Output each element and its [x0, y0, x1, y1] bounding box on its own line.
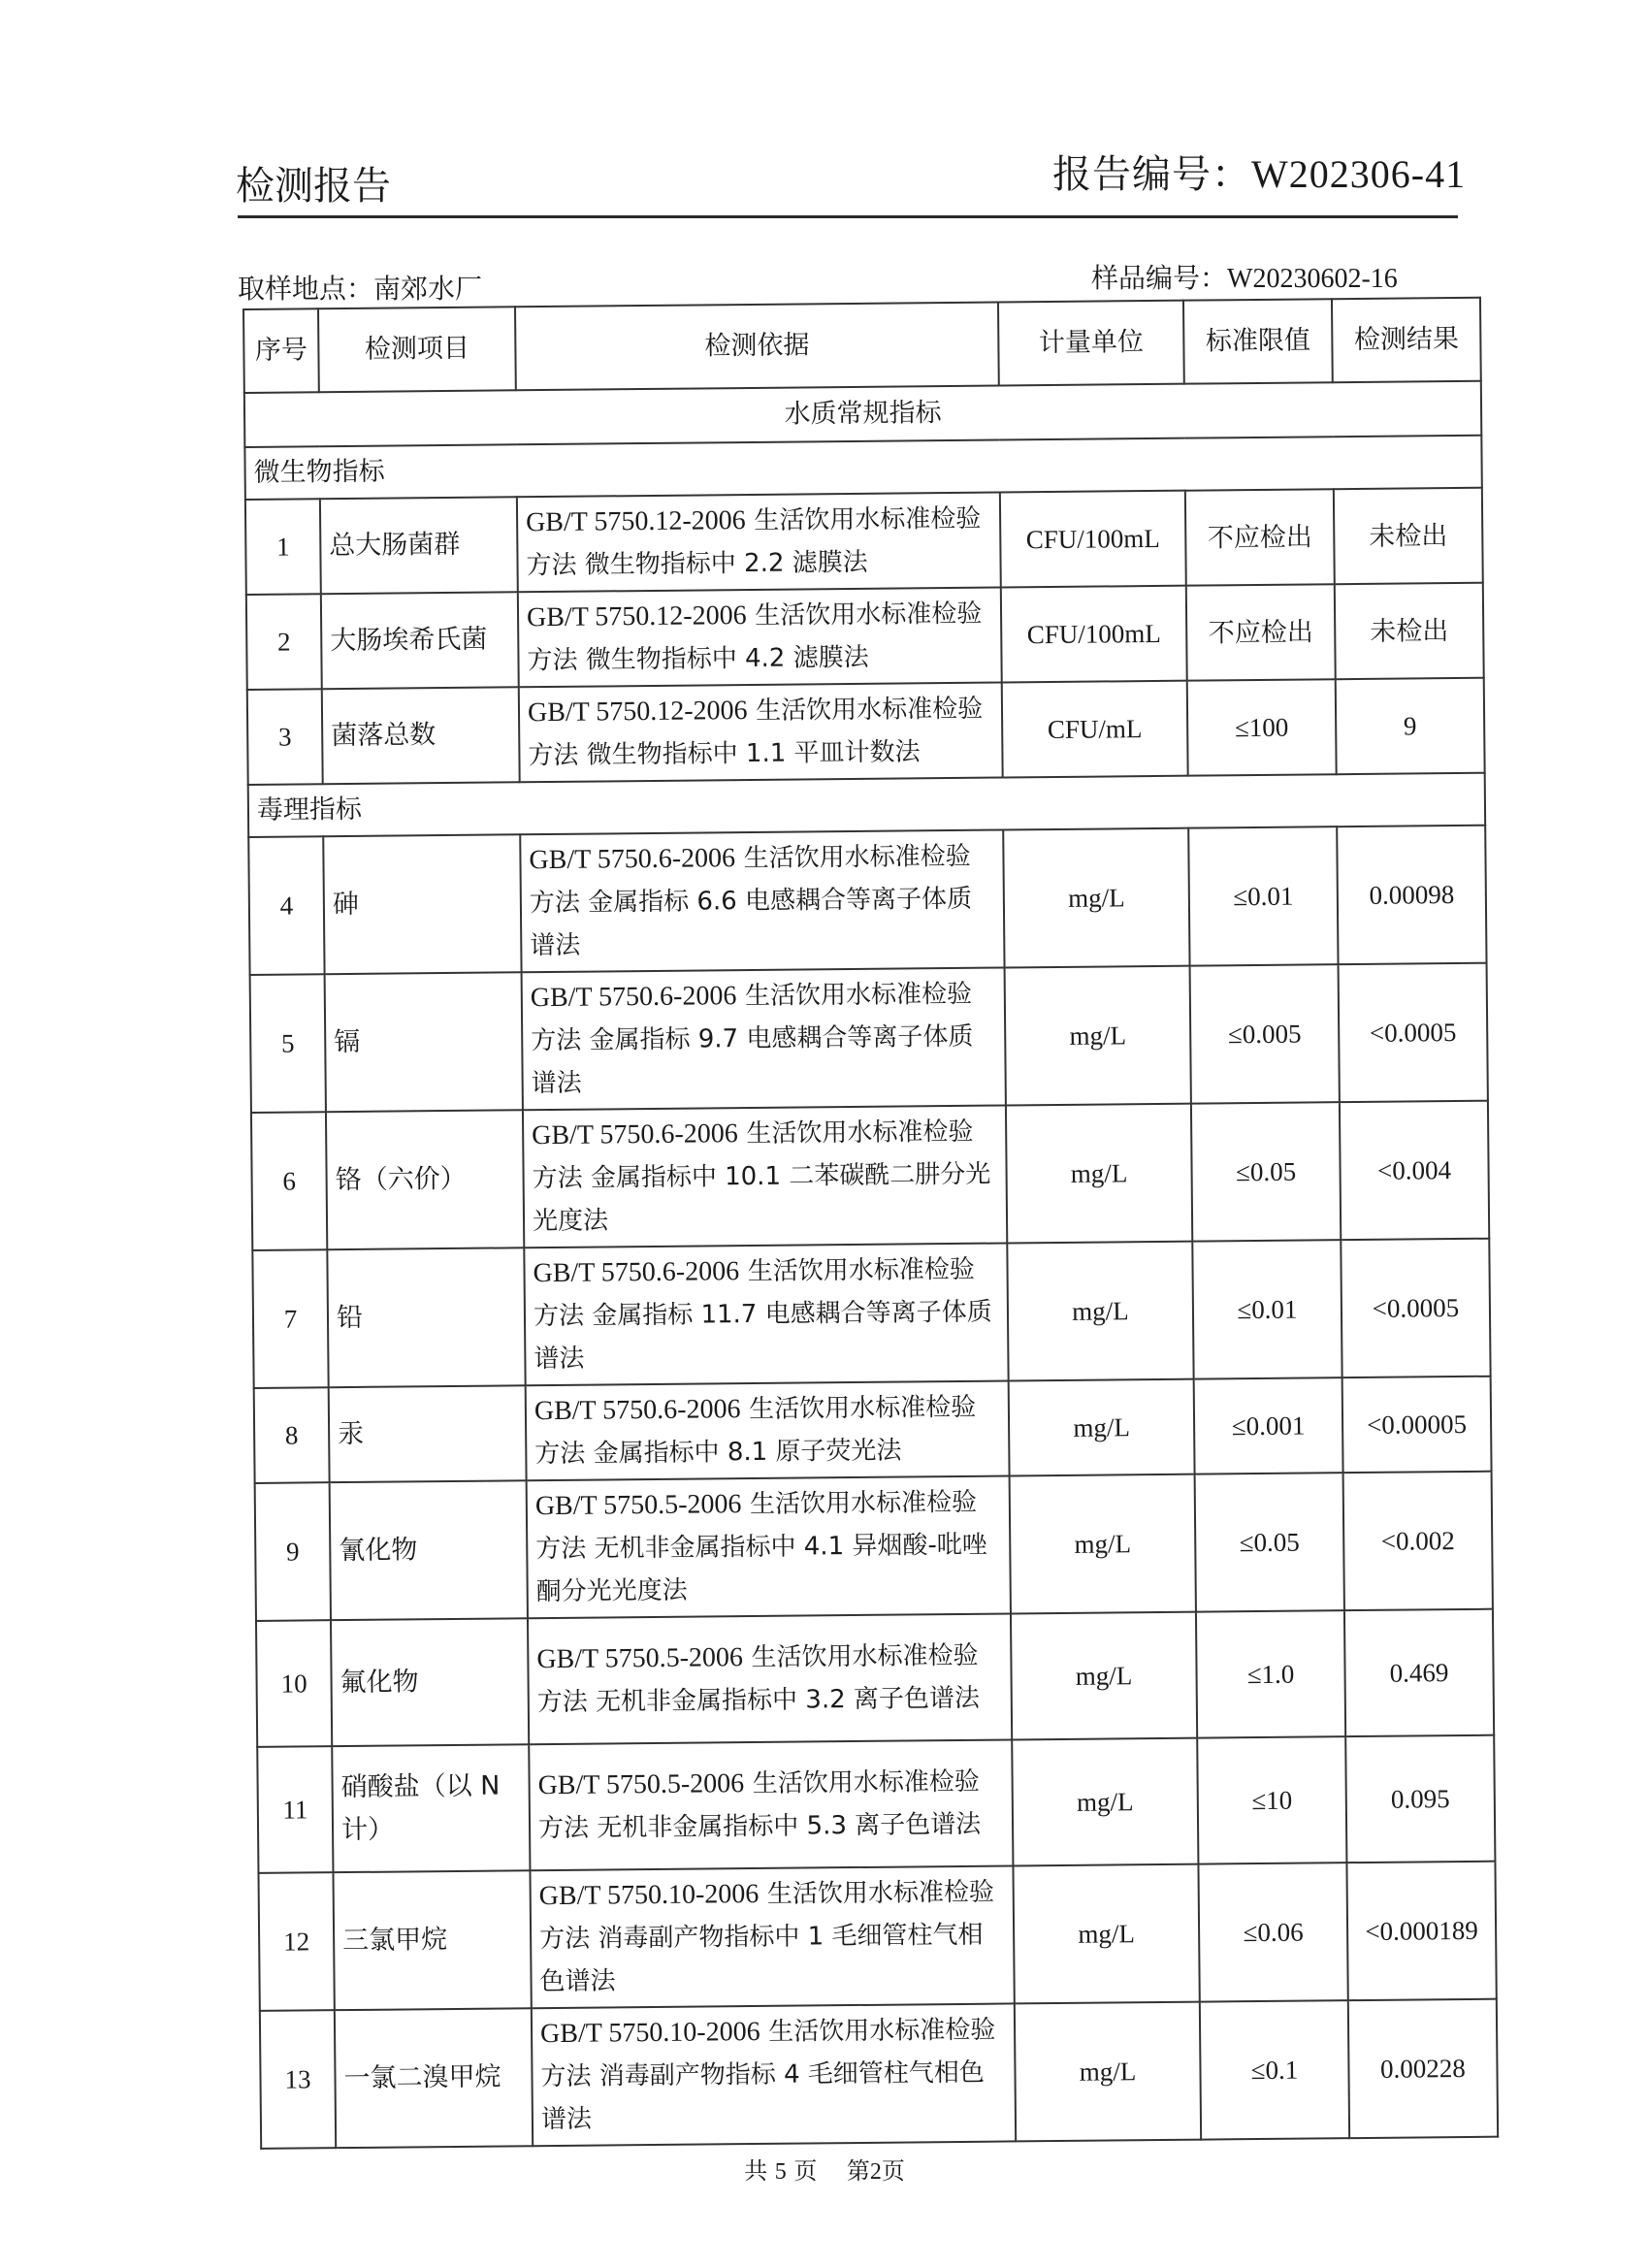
unit: CFU/100mL — [1001, 586, 1187, 683]
test-basis — [526, 1380, 1010, 1480]
row-number: 1 — [245, 499, 321, 595]
col-header-limit: 标准限值 — [1183, 299, 1333, 383]
basis-method: 生活饮用水标准检验方法 金属指标中 10.1 二苯碳酰二肼分光光度法 — [532, 1117, 991, 1237]
table-row — [246, 583, 1484, 690]
table-row — [247, 678, 1485, 785]
table-row — [254, 1377, 1492, 1483]
standard-limit: ≤100 — [1187, 679, 1337, 775]
sampling-site-label: 取样地点： — [238, 273, 374, 305]
row-number: 7 — [252, 1249, 328, 1388]
table-row — [258, 1862, 1496, 2011]
basis-method: 生活饮用水标准检验方法 金属指标 11.7 电感耦合等离子体质谱法 — [533, 1254, 992, 1375]
test-basis — [529, 1739, 1013, 1870]
test-result: <0.0005 — [1339, 963, 1488, 1102]
test-result: 未检出 — [1335, 583, 1484, 679]
col-header-basis: 检测依据 — [515, 303, 999, 391]
test-basis — [528, 1613, 1012, 1744]
test-basis — [524, 1243, 1008, 1385]
unit: mg/L — [1010, 1474, 1196, 1614]
report-title: 检测报告 — [236, 164, 391, 209]
test-result: <0.002 — [1343, 1472, 1493, 1610]
table-row — [248, 826, 1486, 975]
col-header-item: 检测项目 — [318, 307, 516, 392]
test-result: <0.0005 — [1341, 1239, 1490, 1377]
test-basis — [523, 1105, 1007, 1247]
test-item: 大肠埃希氏菌 — [321, 592, 519, 689]
basis-standard: GB/T 5750.6-2006 — [534, 1394, 741, 1427]
unit: mg/L — [1011, 1612, 1197, 1740]
col-header-no: 序号 — [243, 308, 319, 393]
test-result: 0.00228 — [1348, 1999, 1498, 2138]
basis-method: 生活饮用水标准检验方法 无机非金属指标中 3.2 离子色谱法 — [536, 1640, 981, 1718]
row-number: 2 — [246, 594, 322, 690]
sampling-site-value: 南郊水厂 — [373, 273, 483, 305]
basis-method: 生活饮用水标准检验方法 无机非金属指标中 4.1 异烟酸-吡唑酮分光光度法 — [535, 1487, 987, 1607]
row-number: 3 — [247, 689, 323, 785]
results-table — [242, 297, 1499, 2150]
page-footer — [0, 2152, 1649, 2186]
test-basis — [517, 493, 1001, 593]
test-result: 未检出 — [1334, 488, 1483, 584]
footer-current-page: 2 — [869, 2159, 882, 2185]
test-item: 砷 — [323, 834, 521, 974]
basis-standard: GB/T 5750.6-2006 — [532, 1118, 738, 1151]
footer-total-unit: 页 — [793, 2157, 818, 2185]
basis-standard: GB/T 5750.5-2006 — [534, 1489, 742, 1522]
standard-limit: 不应检出 — [1185, 489, 1335, 585]
sampling-site — [238, 268, 482, 307]
basis-standard: GB/T 5750.6-2006 — [533, 1256, 740, 1289]
basis-method: 生活饮用水标准检验方法 金属指标 6.6 电感耦合等离子体质谱法 — [529, 841, 973, 961]
sample-number — [1091, 257, 1398, 296]
basis-method: 生活饮用水标准检验方法 无机非金属指标中 5.3 离子色谱法 — [537, 1766, 982, 1844]
unit: CFU/100mL — [1000, 491, 1186, 588]
standard-limit: ≤0.05 — [1191, 1102, 1341, 1241]
test-basis — [520, 829, 1004, 972]
row-number: 4 — [248, 836, 324, 975]
test-item: 氟化物 — [331, 1618, 529, 1746]
basis-method: 生活饮用水标准检验方法 微生物指标中 1.1 平皿计数法 — [528, 694, 984, 771]
footer-current-label: 第 — [846, 2157, 870, 2185]
standard-limit: ≤0.01 — [1188, 826, 1338, 965]
basis-standard: GB/T 5750.12-2006 — [525, 505, 746, 538]
test-item: 菌落总数 — [322, 687, 520, 784]
unit: mg/L — [1015, 2002, 1201, 2142]
basis-standard: GB/T 5750.5-2006 — [536, 1642, 744, 1675]
report-number-label: 报告编号： — [1052, 152, 1251, 197]
table-header-row — [243, 298, 1481, 393]
report-number-value: W202306-41 — [1251, 152, 1467, 196]
basis-method: 生活饮用水标准检验方法 微生物指标中 4.2 滤膜法 — [527, 599, 983, 676]
sample-number-value: W20230602-16 — [1227, 264, 1398, 294]
basis-standard: GB/T 5750.6-2006 — [529, 843, 736, 876]
unit: mg/L — [1007, 1242, 1193, 1381]
basis-standard: GB/T 5750.10-2006 — [538, 1878, 760, 1912]
table-row — [255, 1472, 1493, 1621]
basis-standard: GB/T 5750.12-2006 — [527, 696, 748, 729]
row-number: 8 — [254, 1387, 330, 1483]
basis-standard: GB/T 5750.6-2006 — [530, 981, 737, 1014]
test-result: <0.004 — [1340, 1101, 1489, 1240]
test-result: 0.00098 — [1337, 826, 1486, 964]
unit: CFU/mL — [1002, 681, 1188, 778]
col-header-result: 检测结果 — [1332, 298, 1481, 382]
table-row — [256, 1609, 1494, 1747]
test-item: 硝酸盐（以 N 计） — [332, 1744, 530, 1872]
basis-method: 生活饮用水标准检验方法 金属指标中 8.1 原子荧光法 — [534, 1392, 977, 1470]
test-basis — [519, 683, 1003, 783]
basis-standard: GB/T 5750.12-2006 — [526, 600, 747, 633]
header-divider — [238, 215, 1458, 218]
standard-limit: ≤0.01 — [1192, 1240, 1342, 1378]
table-row — [245, 488, 1483, 595]
table-row — [250, 963, 1488, 1113]
test-item: 铬（六价） — [326, 1110, 524, 1249]
standard-limit: 不应检出 — [1186, 584, 1336, 680]
table-row — [252, 1239, 1490, 1388]
test-result: 0.469 — [1344, 1609, 1494, 1736]
unit: mg/L — [1009, 1379, 1195, 1476]
test-item: 镉 — [325, 972, 523, 1112]
standard-limit: ≤0.005 — [1190, 964, 1340, 1103]
sample-number-label: 样品编号： — [1091, 262, 1228, 294]
standard-limit: ≤0.06 — [1198, 1863, 1347, 2001]
test-basis — [518, 588, 1002, 688]
test-basis — [532, 2003, 1016, 2146]
test-item: 总大肠菌群 — [320, 497, 518, 594]
standard-limit: ≤1.0 — [1196, 1610, 1345, 1737]
row-number: 6 — [251, 1112, 327, 1250]
row-number: 11 — [257, 1746, 333, 1873]
basis-standard: GB/T 5750.5-2006 — [537, 1768, 745, 1801]
group-title: 微生物指标 — [244, 436, 1481, 500]
test-result: 9 — [1336, 678, 1485, 774]
test-basis — [527, 1475, 1011, 1618]
test-result: <0.000189 — [1346, 1862, 1496, 2000]
basis-method: 生活饮用水标准检验方法 消毒副产物指标 4 毛细管柱气相色谱法 — [540, 2015, 996, 2135]
test-item: 三氯甲烷 — [333, 1870, 531, 2010]
table-row — [260, 1999, 1498, 2149]
report-number — [1052, 144, 1466, 199]
standard-limit: ≤0.1 — [1200, 2000, 1349, 2139]
footer-current-unit: 页 — [881, 2157, 905, 2185]
test-basis — [530, 1865, 1014, 2008]
section-title: 水质常规指标 — [244, 381, 1481, 447]
standard-limit: ≤0.001 — [1194, 1377, 1343, 1474]
footer-total-pages: 5 — [774, 2159, 787, 2185]
unit: mg/L — [1012, 1738, 1198, 1866]
standard-limit: ≤10 — [1197, 1736, 1346, 1863]
unit: mg/L — [1003, 828, 1189, 968]
col-header-unit: 计量单位 — [998, 301, 1184, 386]
test-basis — [522, 967, 1006, 1110]
basis-standard: GB/T 5750.10-2006 — [539, 2016, 760, 2050]
unit: mg/L — [1013, 1864, 1199, 2004]
test-item: 汞 — [329, 1385, 527, 1482]
row-number: 13 — [260, 2010, 336, 2149]
test-item: 铅 — [327, 1247, 525, 1387]
row-number: 12 — [258, 1872, 334, 2011]
test-result: <0.00005 — [1342, 1377, 1492, 1473]
basis-method: 生活饮用水标准检验方法 消毒副产物指标中 1 毛细管柱气相色谱法 — [539, 1877, 995, 1997]
unit: mg/L — [1005, 966, 1191, 1106]
test-result: 0.095 — [1345, 1735, 1495, 1863]
row-number: 5 — [250, 974, 326, 1113]
footer-total-label: 共 — [744, 2157, 768, 2185]
row-number: 9 — [255, 1482, 331, 1621]
basis-method: 生活饮用水标准检验方法 微生物指标中 2.2 滤膜法 — [526, 503, 982, 581]
group-title: 毒理指标 — [248, 773, 1485, 837]
row-number: 10 — [256, 1620, 332, 1747]
test-item: 一氯二溴甲烷 — [335, 2008, 533, 2148]
standard-limit: ≤0.05 — [1195, 1473, 1344, 1611]
unit: mg/L — [1006, 1104, 1192, 1244]
table-row — [257, 1735, 1495, 1873]
table-row — [251, 1101, 1489, 1250]
basis-method: 生活饮用水标准检验方法 金属指标 9.7 电感耦合等离子体质谱法 — [531, 979, 974, 1099]
test-item: 氰化物 — [330, 1480, 528, 1620]
